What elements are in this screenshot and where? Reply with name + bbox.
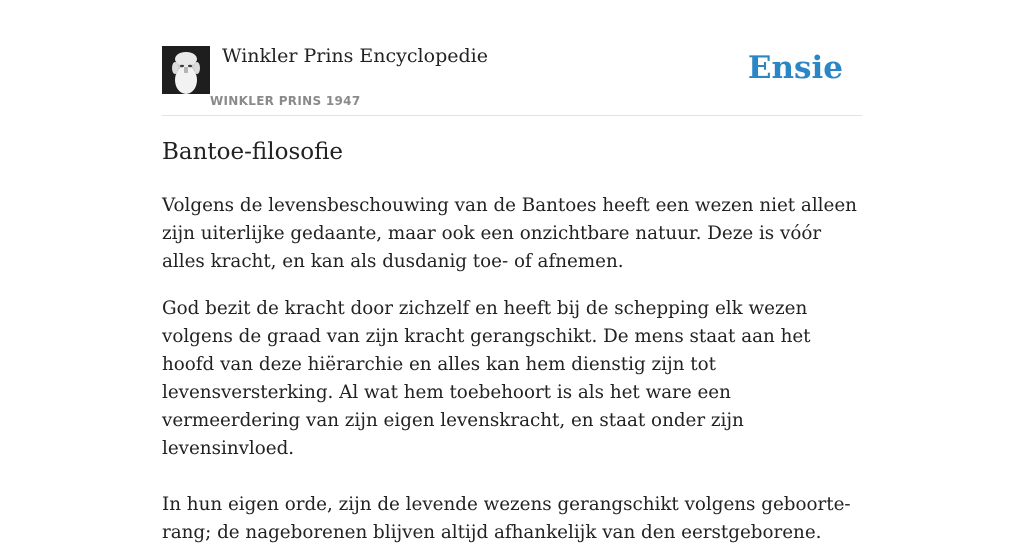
portrait-image bbox=[162, 46, 210, 94]
paragraph: In hun eigen orde, zijn de levende wezens gerangschikt volgens geboorte-rang; de nageborenen blijven altijd afhankelijk van den eerstgeborene. bbox=[162, 494, 851, 543]
source-name[interactable]: Winkler Prins Encyclopedie bbox=[222, 45, 488, 67]
paragraph: God bezit de kracht door zichzelf en heeft bij de schepping elk wezen volgens de graad van zijn kracht gerangschikt. De mens staat aan het hoofd van deze hiërarchie en alles kan hem dienstig zijn tot levensversterking. Al wat hem toebehoort is als het ware een vermeerdering van zijn eigen levenskracht, en staat onder zijn levensinvloed. bbox=[162, 298, 811, 459]
ensie-logo-link[interactable]: Ensie bbox=[747, 50, 843, 86]
author-avatar[interactable] bbox=[162, 46, 210, 94]
article-column bbox=[162, 0, 862, 543]
article-title: Bantoe-filosofie bbox=[162, 139, 344, 165]
paragraph: Volgens de levensbeschouwing van de Bantoes heeft een wezen niet alleen zijn uiterlijke gedaante, maar ook een onzichtbare natuur. Deze is vóór alles kracht, en kan als dusdanig toe- of afnemen. bbox=[162, 195, 857, 272]
source-header bbox=[162, 0, 862, 116]
source-subtitle: WINKLER PRINS 1947 bbox=[210, 94, 361, 108]
article-body bbox=[162, 192, 862, 547]
